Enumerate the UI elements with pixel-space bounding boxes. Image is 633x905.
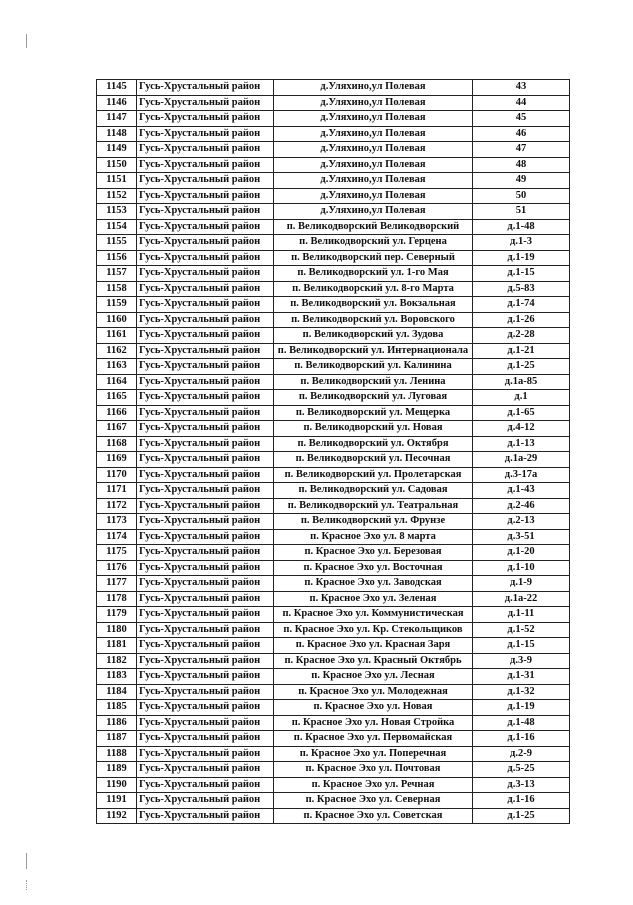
house-range-cell: д.1-25: [473, 359, 570, 375]
row-number-cell: 1185: [97, 700, 137, 716]
table-row: [97, 188, 570, 204]
row-number-cell: 1147: [97, 111, 137, 127]
row-number-cell: 1161: [97, 328, 137, 344]
house-range-cell: д.5-83: [473, 281, 570, 297]
house-range-cell: д.1а-85: [473, 374, 570, 390]
row-number-cell: 1157: [97, 266, 137, 282]
address-cell: п. Великодворский ул. Зудова: [274, 328, 473, 344]
house-range-cell: д.1-13: [473, 436, 570, 452]
table-row: [97, 436, 570, 452]
table-row: [97, 762, 570, 778]
address-cell: п. Красное Эхо ул. Поперечная: [274, 746, 473, 762]
table-row: [97, 777, 570, 793]
address-cell: п. Великодворский ул. Октября: [274, 436, 473, 452]
table-row: [97, 591, 570, 607]
district-cell: Гусь-Хрустальный район: [137, 266, 274, 282]
table-row: [97, 545, 570, 561]
row-number-cell: 1169: [97, 452, 137, 468]
district-cell: Гусь-Хрустальный район: [137, 808, 274, 824]
row-number-cell: 1187: [97, 731, 137, 747]
district-cell: Гусь-Хрустальный район: [137, 731, 274, 747]
address-cell: п. Красное Эхо ул. Восточная: [274, 560, 473, 576]
house-range-cell: д.1-25: [473, 808, 570, 824]
district-cell: Гусь-Хрустальный район: [137, 436, 274, 452]
house-range-cell: д.1-32: [473, 684, 570, 700]
table-row: [97, 173, 570, 189]
row-number-cell: 1145: [97, 80, 137, 96]
district-cell: Гусь-Хрустальный район: [137, 374, 274, 390]
address-cell: д.Уляхино,ул Полевая: [274, 111, 473, 127]
district-cell: Гусь-Хрустальный район: [137, 297, 274, 313]
house-range-cell: 51: [473, 204, 570, 220]
row-number-cell: 1165: [97, 390, 137, 406]
table-row: [97, 111, 570, 127]
house-range-cell: д.1-15: [473, 638, 570, 654]
house-range-cell: д.3-17а: [473, 467, 570, 483]
district-cell: Гусь-Хрустальный район: [137, 312, 274, 328]
house-range-cell: д.3-51: [473, 529, 570, 545]
house-range-cell: 45: [473, 111, 570, 127]
house-range-cell: д.1-65: [473, 405, 570, 421]
house-range-cell: д.1-48: [473, 715, 570, 731]
table-row: [97, 343, 570, 359]
house-range-cell: д.4-12: [473, 421, 570, 437]
table-row: [97, 700, 570, 716]
row-number-cell: 1158: [97, 281, 137, 297]
district-cell: Гусь-Хрустальный район: [137, 762, 274, 778]
house-range-cell: 50: [473, 188, 570, 204]
row-number-cell: 1188: [97, 746, 137, 762]
house-range-cell: д.3-13: [473, 777, 570, 793]
table-row: [97, 266, 570, 282]
table-row: [97, 498, 570, 514]
address-cell: п. Красное Эхо ул. Новая: [274, 700, 473, 716]
row-number-cell: 1156: [97, 250, 137, 266]
address-cell: п. Великодворский Великодворский: [274, 219, 473, 235]
house-range-cell: д.1-16: [473, 731, 570, 747]
row-number-cell: 1182: [97, 653, 137, 669]
address-cell: п. Великодворский ул. Калинина: [274, 359, 473, 375]
address-cell: п. Красное Эхо ул. Лесная: [274, 669, 473, 685]
district-cell: Гусь-Хрустальный район: [137, 560, 274, 576]
address-cell: п. Великодворский ул. Луговая: [274, 390, 473, 406]
table-row: [97, 622, 570, 638]
address-cell: п. Красное Эхо ул. Кр. Стекольщиков: [274, 622, 473, 638]
row-number-cell: 1159: [97, 297, 137, 313]
table-row: [97, 560, 570, 576]
house-range-cell: д.1а-22: [473, 591, 570, 607]
district-cell: Гусь-Хрустальный район: [137, 498, 274, 514]
address-cell: п. Красное Эхо ул. Заводская: [274, 576, 473, 592]
address-cell: п. Великодворский ул. Ленина: [274, 374, 473, 390]
district-cell: Гусь-Хрустальный район: [137, 715, 274, 731]
row-number-cell: 1184: [97, 684, 137, 700]
house-range-cell: д.1-11: [473, 607, 570, 623]
table-row: [97, 467, 570, 483]
district-cell: Гусь-Хрустальный район: [137, 700, 274, 716]
row-number-cell: 1175: [97, 545, 137, 561]
district-cell: Гусь-Хрустальный район: [137, 95, 274, 111]
address-cell: п. Великодворский ул. Воровского: [274, 312, 473, 328]
row-number-cell: 1154: [97, 219, 137, 235]
table-row: [97, 204, 570, 220]
address-cell: п. Красное Эхо ул. Советская: [274, 808, 473, 824]
table-row: [97, 219, 570, 235]
district-cell: Гусь-Хрустальный район: [137, 359, 274, 375]
district-cell: Гусь-Хрустальный район: [137, 219, 274, 235]
district-cell: Гусь-Хрустальный район: [137, 638, 274, 654]
table-row: [97, 452, 570, 468]
house-range-cell: д.1-19: [473, 700, 570, 716]
house-range-cell: д.1-20: [473, 545, 570, 561]
table-row: [97, 374, 570, 390]
address-cell: п. Великодворский ул. Вокзальная: [274, 297, 473, 313]
table-row: [97, 126, 570, 142]
address-cell: п. Великодворский ул. Песочная: [274, 452, 473, 468]
row-number-cell: 1179: [97, 607, 137, 623]
table-row: [97, 405, 570, 421]
district-cell: Гусь-Хрустальный район: [137, 250, 274, 266]
row-number-cell: 1167: [97, 421, 137, 437]
address-cell: п. Красное Эхо ул. Коммунистическая: [274, 607, 473, 623]
row-number-cell: 1192: [97, 808, 137, 824]
row-number-cell: 1151: [97, 173, 137, 189]
table-row: [97, 421, 570, 437]
house-range-cell: 44: [473, 95, 570, 111]
district-cell: Гусь-Хрустальный район: [137, 576, 274, 592]
address-cell: п. Великодворский ул. Театральная: [274, 498, 473, 514]
margin-mark: [26, 880, 28, 890]
district-cell: Гусь-Хрустальный район: [137, 390, 274, 406]
table-row: [97, 653, 570, 669]
row-number-cell: 1191: [97, 793, 137, 809]
district-cell: Гусь-Хрустальный район: [137, 126, 274, 142]
row-number-cell: 1176: [97, 560, 137, 576]
house-range-cell: д.1-43: [473, 483, 570, 499]
house-range-cell: д.2-28: [473, 328, 570, 344]
table-row: [97, 142, 570, 158]
table-row: [97, 576, 570, 592]
house-range-cell: д.2-46: [473, 498, 570, 514]
district-cell: Гусь-Хрустальный район: [137, 111, 274, 127]
address-cell: п. Красное Эхо ул. Молодежная: [274, 684, 473, 700]
address-cell: п. Красное Эхо ул. Красная Заря: [274, 638, 473, 654]
house-range-cell: д.2-9: [473, 746, 570, 762]
district-cell: Гусь-Хрустальный район: [137, 483, 274, 499]
district-cell: Гусь-Хрустальный район: [137, 684, 274, 700]
row-number-cell: 1173: [97, 514, 137, 530]
row-number-cell: 1189: [97, 762, 137, 778]
district-cell: Гусь-Хрустальный район: [137, 157, 274, 173]
address-cell: п. Великодворский ул. Герцена: [274, 235, 473, 251]
row-number-cell: 1163: [97, 359, 137, 375]
address-cell: д.Уляхино,ул Полевая: [274, 95, 473, 111]
table-row: [97, 297, 570, 313]
row-number-cell: 1164: [97, 374, 137, 390]
house-range-cell: д.5-25: [473, 762, 570, 778]
district-cell: Гусь-Хрустальный район: [137, 142, 274, 158]
table-row: [97, 95, 570, 111]
row-number-cell: 1149: [97, 142, 137, 158]
address-cell: п. Красное Эхо ул. Красный Октябрь: [274, 653, 473, 669]
house-range-cell: д.3-9: [473, 653, 570, 669]
district-cell: Гусь-Хрустальный район: [137, 188, 274, 204]
district-cell: Гусь-Хрустальный район: [137, 653, 274, 669]
table-row: [97, 746, 570, 762]
house-range-cell: д.1-3: [473, 235, 570, 251]
row-number-cell: 1160: [97, 312, 137, 328]
house-range-cell: д.1-16: [473, 793, 570, 809]
address-cell: п. Великодворский ул. Мещерка: [274, 405, 473, 421]
row-number-cell: 1146: [97, 95, 137, 111]
district-cell: Гусь-Хрустальный район: [137, 343, 274, 359]
district-cell: Гусь-Хрустальный район: [137, 591, 274, 607]
district-cell: Гусь-Хрустальный район: [137, 467, 274, 483]
margin-mark: [26, 853, 27, 869]
margin-mark: [26, 34, 27, 48]
district-cell: Гусь-Хрустальный район: [137, 514, 274, 530]
address-cell: п. Красное Эхо ул. Новая Стройка: [274, 715, 473, 731]
district-cell: Гусь-Хрустальный район: [137, 529, 274, 545]
table-row: [97, 157, 570, 173]
house-range-cell: 46: [473, 126, 570, 142]
row-number-cell: 1162: [97, 343, 137, 359]
table-row: [97, 684, 570, 700]
address-cell: п. Великодворский ул. Садовая: [274, 483, 473, 499]
table-row: [97, 514, 570, 530]
table-row: [97, 529, 570, 545]
address-cell: п. Великодворский ул. 8-го Марта: [274, 281, 473, 297]
row-number-cell: 1148: [97, 126, 137, 142]
address-cell: д.Уляхино,ул Полевая: [274, 173, 473, 189]
district-cell: Гусь-Хрустальный район: [137, 607, 274, 623]
district-cell: Гусь-Хрустальный район: [137, 793, 274, 809]
row-number-cell: 1174: [97, 529, 137, 545]
district-cell: Гусь-Хрустальный район: [137, 777, 274, 793]
table-row: [97, 235, 570, 251]
address-cell: д.Уляхино,ул Полевая: [274, 126, 473, 142]
table-row: [97, 808, 570, 824]
table-row: [97, 483, 570, 499]
address-cell: п. Великодворский ул. 1-го Мая: [274, 266, 473, 282]
house-range-cell: д.1-74: [473, 297, 570, 313]
district-cell: Гусь-Хрустальный район: [137, 746, 274, 762]
district-cell: Гусь-Хрустальный район: [137, 328, 274, 344]
address-table: [96, 79, 570, 824]
house-range-cell: д.1-52: [473, 622, 570, 638]
address-cell: п. Красное Эхо ул. Речная: [274, 777, 473, 793]
district-cell: Гусь-Хрустальный район: [137, 545, 274, 561]
address-cell: п. Красное Эхо ул. Березовая: [274, 545, 473, 561]
house-range-cell: 49: [473, 173, 570, 189]
house-range-cell: д.1-19: [473, 250, 570, 266]
address-cell: д.Уляхино,ул Полевая: [274, 188, 473, 204]
house-range-cell: 43: [473, 80, 570, 96]
house-range-cell: 47: [473, 142, 570, 158]
house-range-cell: д.1: [473, 390, 570, 406]
house-range-cell: д.1-48: [473, 219, 570, 235]
district-cell: Гусь-Хрустальный район: [137, 452, 274, 468]
table-row: [97, 669, 570, 685]
table-row: [97, 312, 570, 328]
address-cell: п. Красное Эхо ул. Северная: [274, 793, 473, 809]
house-range-cell: д.1-9: [473, 576, 570, 592]
address-cell: п. Красное Эхо ул. Почтовая: [274, 762, 473, 778]
address-cell: п. Красное Эхо ул. Первомайская: [274, 731, 473, 747]
row-number-cell: 1168: [97, 436, 137, 452]
row-number-cell: 1177: [97, 576, 137, 592]
address-cell: п. Великодворский ул. Новая: [274, 421, 473, 437]
row-number-cell: 1152: [97, 188, 137, 204]
table-row: [97, 607, 570, 623]
row-number-cell: 1166: [97, 405, 137, 421]
address-cell: п. Великодворский ул. Пролетарская: [274, 467, 473, 483]
row-number-cell: 1186: [97, 715, 137, 731]
house-range-cell: д.1-31: [473, 669, 570, 685]
row-number-cell: 1190: [97, 777, 137, 793]
district-cell: Гусь-Хрустальный район: [137, 622, 274, 638]
row-number-cell: 1153: [97, 204, 137, 220]
table-row: [97, 731, 570, 747]
house-range-cell: д.1-26: [473, 312, 570, 328]
district-cell: Гусь-Хрустальный район: [137, 281, 274, 297]
address-cell: д.Уляхино,ул Полевая: [274, 80, 473, 96]
house-range-cell: 48: [473, 157, 570, 173]
table-row: [97, 793, 570, 809]
district-cell: Гусь-Хрустальный район: [137, 80, 274, 96]
table-row: [97, 390, 570, 406]
table-row: [97, 250, 570, 266]
row-number-cell: 1171: [97, 483, 137, 499]
address-cell: п. Великодворский ул. Интернационала: [274, 343, 473, 359]
row-number-cell: 1150: [97, 157, 137, 173]
table-body: [97, 80, 570, 824]
address-cell: п. Красное Эхо ул. 8 марта: [274, 529, 473, 545]
house-range-cell: д.1-15: [473, 266, 570, 282]
row-number-cell: 1170: [97, 467, 137, 483]
row-number-cell: 1178: [97, 591, 137, 607]
district-cell: Гусь-Хрустальный район: [137, 235, 274, 251]
address-cell: п. Красное Эхо ул. Зеленая: [274, 591, 473, 607]
table-row: [97, 80, 570, 96]
table-row: [97, 281, 570, 297]
table-row: [97, 715, 570, 731]
row-number-cell: 1172: [97, 498, 137, 514]
house-range-cell: д.1-21: [473, 343, 570, 359]
address-cell: д.Уляхино,ул Полевая: [274, 157, 473, 173]
address-cell: п. Великодворский пер. Северный: [274, 250, 473, 266]
house-range-cell: д.1а-29: [473, 452, 570, 468]
address-cell: д.Уляхино,ул Полевая: [274, 142, 473, 158]
district-cell: Гусь-Хрустальный район: [137, 669, 274, 685]
row-number-cell: 1181: [97, 638, 137, 654]
address-cell: п. Великодворский ул. Фрунзе: [274, 514, 473, 530]
house-range-cell: д.1-10: [473, 560, 570, 576]
district-cell: Гусь-Хрустальный район: [137, 421, 274, 437]
row-number-cell: 1155: [97, 235, 137, 251]
house-range-cell: д.2-13: [473, 514, 570, 530]
district-cell: Гусь-Хрустальный район: [137, 173, 274, 189]
table-row: [97, 359, 570, 375]
district-cell: Гусь-Хрустальный район: [137, 405, 274, 421]
table-row: [97, 638, 570, 654]
district-cell: Гусь-Хрустальный район: [137, 204, 274, 220]
table-row: [97, 328, 570, 344]
address-cell: д.Уляхино,ул Полевая: [274, 204, 473, 220]
row-number-cell: 1183: [97, 669, 137, 685]
row-number-cell: 1180: [97, 622, 137, 638]
